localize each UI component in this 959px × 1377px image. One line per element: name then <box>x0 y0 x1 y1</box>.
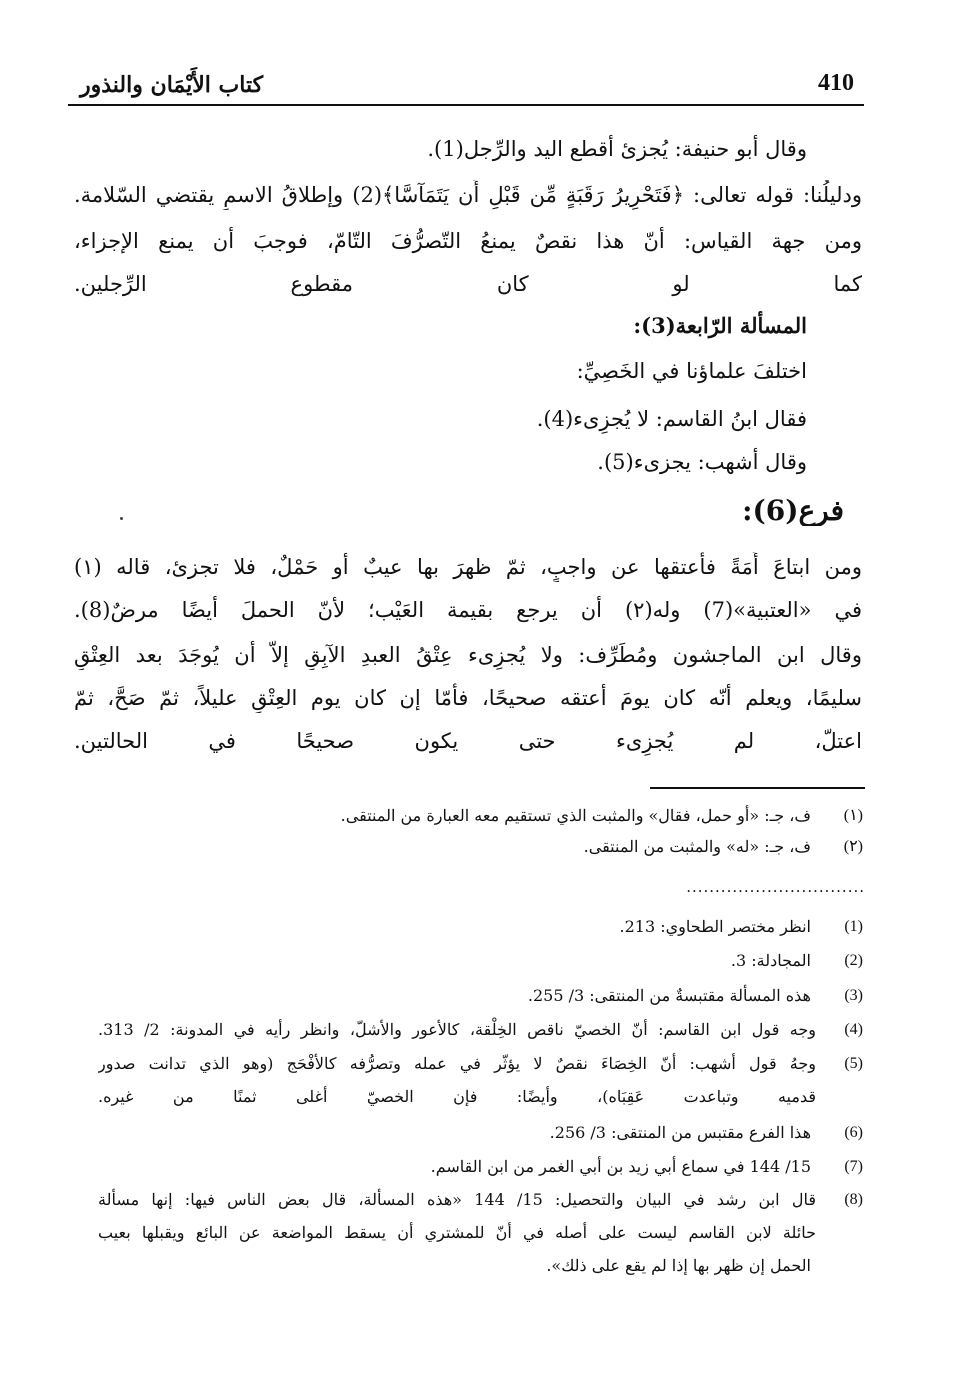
section-heading: المسألة الرّابعة(3): <box>633 313 807 338</box>
variant-note-number: (١) <box>843 807 863 824</box>
footnote-text: الحمل إن ظهر بها إذا لم يقع على ذلك». <box>546 1256 811 1275</box>
footnote-number: (5) <box>844 1055 863 1072</box>
notes-separator: ............................... <box>686 878 865 896</box>
footnote-number: (2) <box>844 952 863 969</box>
body-line-10: ومن ابتاعَ أَمَةً فأعتقها عن واجبٍ، ثمّ ظهرَ بها عيبٌ أو حَمْلٌ، فلا تجزئ، قاله (١) <box>74 555 862 579</box>
body-line-4: كما لو كان مقطوع الرِّجلين. <box>74 272 862 296</box>
footnote-text: قال ابن رشد في البيان والتحصيل: 15/ 144 «هذه المسألة، قال بعض الناس فيها: إنها مسألة <box>98 1190 816 1209</box>
body-line-3: ومن جهة القياس: أنّ هذا نقصٌ يمنعُ التّصرُّفَ التّامّ، فوجبَ أن يمنع الإجزاء، <box>74 229 862 253</box>
footnote-number: (4) <box>844 1021 863 1038</box>
footnote-number: (8) <box>844 1191 863 1208</box>
footnote-text: قدميه وتباعدت عَقِبَاه)، وأيضًا: فإن الخصيّ أغلى ثمنًا من غيره. <box>98 1087 816 1106</box>
footnote-text: المجادلة: 3. <box>730 951 811 970</box>
notes-rule <box>650 787 865 789</box>
page-number: 410 <box>818 70 854 96</box>
body-line-1: وقال أبو حنيفة: يُجزئ أقطع اليد والرِّجل(1). <box>427 137 807 161</box>
footnote-text: حائلة لابن القاسم ليست على أصله في أنّ للمشتري أن يسقط المواضعة عن البائع ويقبلها بعيب <box>98 1223 816 1242</box>
variant-note-text: ف، جـ: «له» والمثبت من المنتقى. <box>583 837 811 856</box>
body-line-12: وقال ابن الماجشون ومُطَرِّف: ولا يُجزِىء عِتْقُ العبدِ الآبِقِ إلاّ أن يُوجَدَ بعد العِتْقِ <box>74 643 862 667</box>
body-line-14: اعتلّ، لم يُجزِىء حتى يكون صحيحًا في الحالتين. <box>74 729 862 753</box>
footnote-text: هذا الفرع مقتبس من المنتقى: 3/ 256. <box>549 1123 811 1142</box>
footnote-number: (7) <box>844 1158 863 1175</box>
body-line-2: ودليلُنا: قوله تعالى: ﴿فَتَحْرِيرُ رَقَبَةٍ مِّن قَبْلِ أَن يَتَمَآسَّا﴾(2) وإطلاقُ الاسمِ يقتضي السّلامة. <box>74 183 862 207</box>
running-header-title: كتاب الأَيْمَان والنذور <box>80 72 264 98</box>
footnote-number: (6) <box>844 1124 863 1141</box>
footnote-text: هذه المسألة مقتبسةٌ من المنتقى: 3/ 255. <box>527 986 811 1005</box>
print-speck <box>120 517 123 520</box>
subsection-heading: فرع(6): <box>742 496 844 526</box>
footnote-text: 15/ 144 في سماع أبي زيد بن أبي الغمر من ابن القاسم. <box>430 1157 811 1176</box>
body-line-7: فقال ابنُ القاسم: لا يُجزِىء(4). <box>536 407 807 431</box>
body-line-13: سليمًا، ويعلم أنّه كان يومَ أعتقه صحيحًا، فأمّا إن كان يوم العِتْقِ عليلاً، ثمّ صَحَّ، ثمّ <box>74 686 862 710</box>
body-line-11: في «العتبية»(7) وله(٢) أن يرجع بقيمة العَيْب؛ لأنّ الحملَ أيضًا مرضٌ(8). <box>74 598 862 622</box>
body-line-6: اختلفَ علماؤنا في الخَصِيِّ: <box>576 359 807 383</box>
footnote-number: (3) <box>844 987 863 1004</box>
body-line-8: وقال أشهب: يجزىء(5). <box>597 450 807 474</box>
variant-note-text: ف، جـ: «أو حمل، فقال» والمثبت الذي تستقيم معه العبارة من المنتقى. <box>340 806 811 825</box>
header-rule <box>68 104 864 106</box>
variant-note-number: (٢) <box>843 838 863 855</box>
footnote-number: (1) <box>844 918 863 935</box>
footnote-text: انظر مختصر الطحاوي: 213. <box>619 917 811 936</box>
footnote-text: وجهُ قول أشهب: أنّ الخِصَاءَ نقصٌ لا يؤثّر في عمله وتصرُّفه كالأفْحَج (وهو الذي تدانت صدور <box>98 1054 816 1073</box>
footnote-text: وجه قول ابن القاسم: أنّ الخصيّ ناقص الخِلْقة، كالأعور والأشلّ، وانظر رأيه في المدونة: 2/ 313. <box>98 1020 816 1039</box>
